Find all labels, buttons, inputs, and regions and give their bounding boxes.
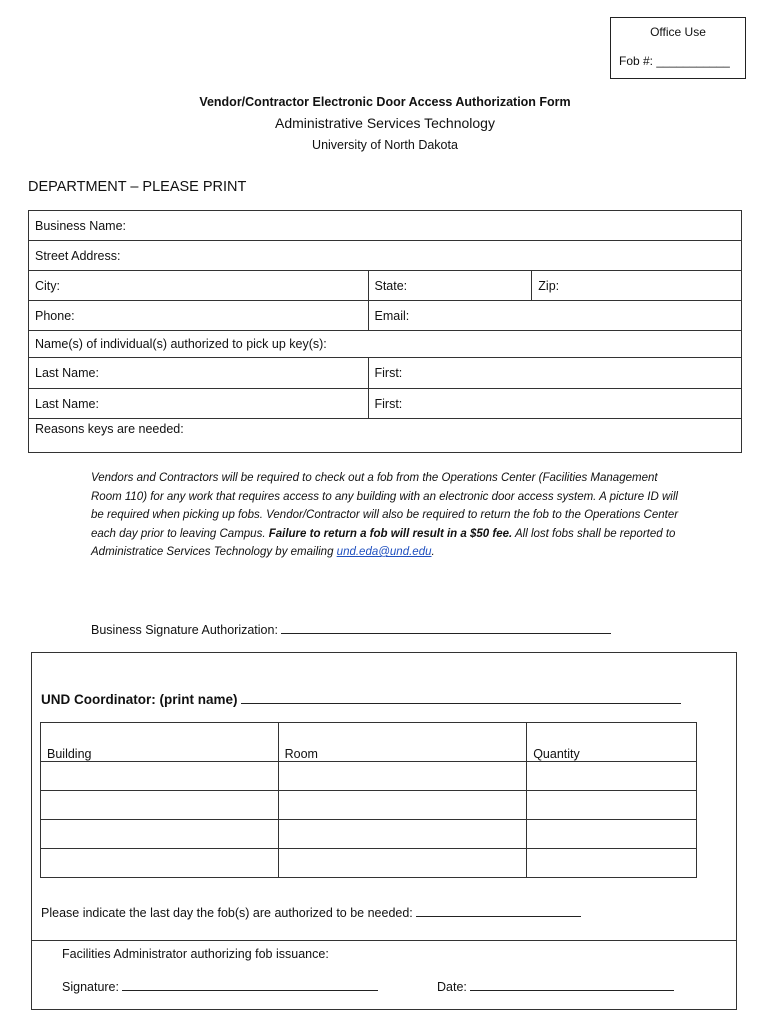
facilities-admin-label: Facilities Administrator authorizing fob issuance:	[62, 947, 329, 961]
form-title: Vendor/Contractor Electronic Door Access Authorization Form	[199, 95, 571, 109]
quantity-cell[interactable]	[527, 791, 697, 820]
reasons-field[interactable]: Reasons keys are needed:	[29, 419, 742, 453]
table-row	[41, 849, 697, 878]
email-link[interactable]: und.eda@und.edu	[336, 546, 432, 558]
first-name-field-1[interactable]: First:	[368, 358, 742, 389]
table-row	[41, 820, 697, 849]
section-heading: DEPARTMENT – PLEASE PRINT	[28, 179, 247, 195]
fob-number-field[interactable]: Fob #: ___________	[619, 54, 730, 68]
table-row	[41, 791, 697, 820]
street-address-field[interactable]: Street Address:	[29, 241, 742, 271]
first-name-field-2[interactable]: First:	[368, 389, 742, 419]
notice-text-2: All lost fobs shall be reported to Administratice Services Technology by emailing	[91, 527, 676, 558]
und-coordinator-label: UND Coordinator: (print name)	[41, 692, 242, 707]
last-name-field-1[interactable]: Last Name:	[29, 358, 369, 389]
room-cell[interactable]	[278, 849, 527, 878]
quantity-header: Quantity	[527, 723, 697, 762]
date-label: Date:	[437, 980, 467, 994]
zip-field[interactable]: Zip:	[532, 271, 742, 301]
date-row	[437, 978, 674, 994]
notice-fee-warning: Failure to return a fob will result in a $50 fee.	[268, 527, 513, 540]
signature-label: Signature:	[62, 980, 119, 994]
office-use-box	[610, 17, 746, 79]
university-name: University of North Dakota	[312, 138, 458, 152]
und-coordinator-row	[41, 691, 681, 707]
business-signature-label: Business Signature Authorization:	[91, 623, 278, 637]
last-day-label: Please indicate the last day the fob(s) are authorized to be needed:	[41, 906, 413, 920]
notice-paragraph	[91, 469, 691, 562]
email-field[interactable]: Email:	[368, 301, 742, 331]
quantity-cell[interactable]	[527, 762, 697, 791]
building-cell[interactable]	[41, 820, 279, 849]
signature-line[interactable]	[122, 978, 378, 991]
room-cell[interactable]	[278, 762, 527, 791]
notice-text-1: Vendors and Contractors will be required to check out a fob from the Operations Center (Facilities Management Room 110) for any work that requires access to any building with an electronic door access system. A picture ID will be required when picking up fobs. Vendor/Contractor will also be required to return the fob to the Operations Center each day prior to leaving Campus.	[91, 472, 679, 540]
state-field[interactable]: State:	[368, 271, 532, 301]
business-name-field[interactable]: Business Name:	[29, 211, 742, 241]
business-signature-line[interactable]	[281, 621, 611, 634]
city-field[interactable]: City:	[29, 271, 369, 301]
room-header: Room	[278, 723, 527, 762]
table-row	[41, 762, 697, 791]
quantity-cell[interactable]	[527, 849, 697, 878]
notice-end: .	[431, 546, 435, 558]
business-signature-row	[91, 621, 611, 637]
department-title: Administrative Services Technology	[275, 115, 495, 131]
facilities-divider	[31, 940, 737, 941]
authorized-names-label: Name(s) of individual(s) authorized to pick up key(s):	[29, 331, 742, 358]
office-use-title: Office Use	[650, 25, 706, 39]
building-cell[interactable]	[41, 791, 279, 820]
date-line[interactable]	[470, 978, 674, 991]
last-day-line[interactable]	[416, 904, 581, 917]
building-cell[interactable]	[41, 849, 279, 878]
vendor-info-table	[28, 210, 742, 453]
room-cell[interactable]	[278, 791, 527, 820]
last-day-row	[41, 904, 581, 920]
building-header: Building	[41, 723, 279, 762]
quantity-cell[interactable]	[527, 820, 697, 849]
und-coordinator-line[interactable]	[241, 691, 681, 704]
signature-row	[62, 978, 378, 994]
last-name-field-2[interactable]: Last Name:	[29, 389, 369, 419]
room-cell[interactable]	[278, 820, 527, 849]
phone-field[interactable]: Phone:	[29, 301, 369, 331]
building-cell[interactable]	[41, 762, 279, 791]
key-request-table	[40, 722, 697, 878]
